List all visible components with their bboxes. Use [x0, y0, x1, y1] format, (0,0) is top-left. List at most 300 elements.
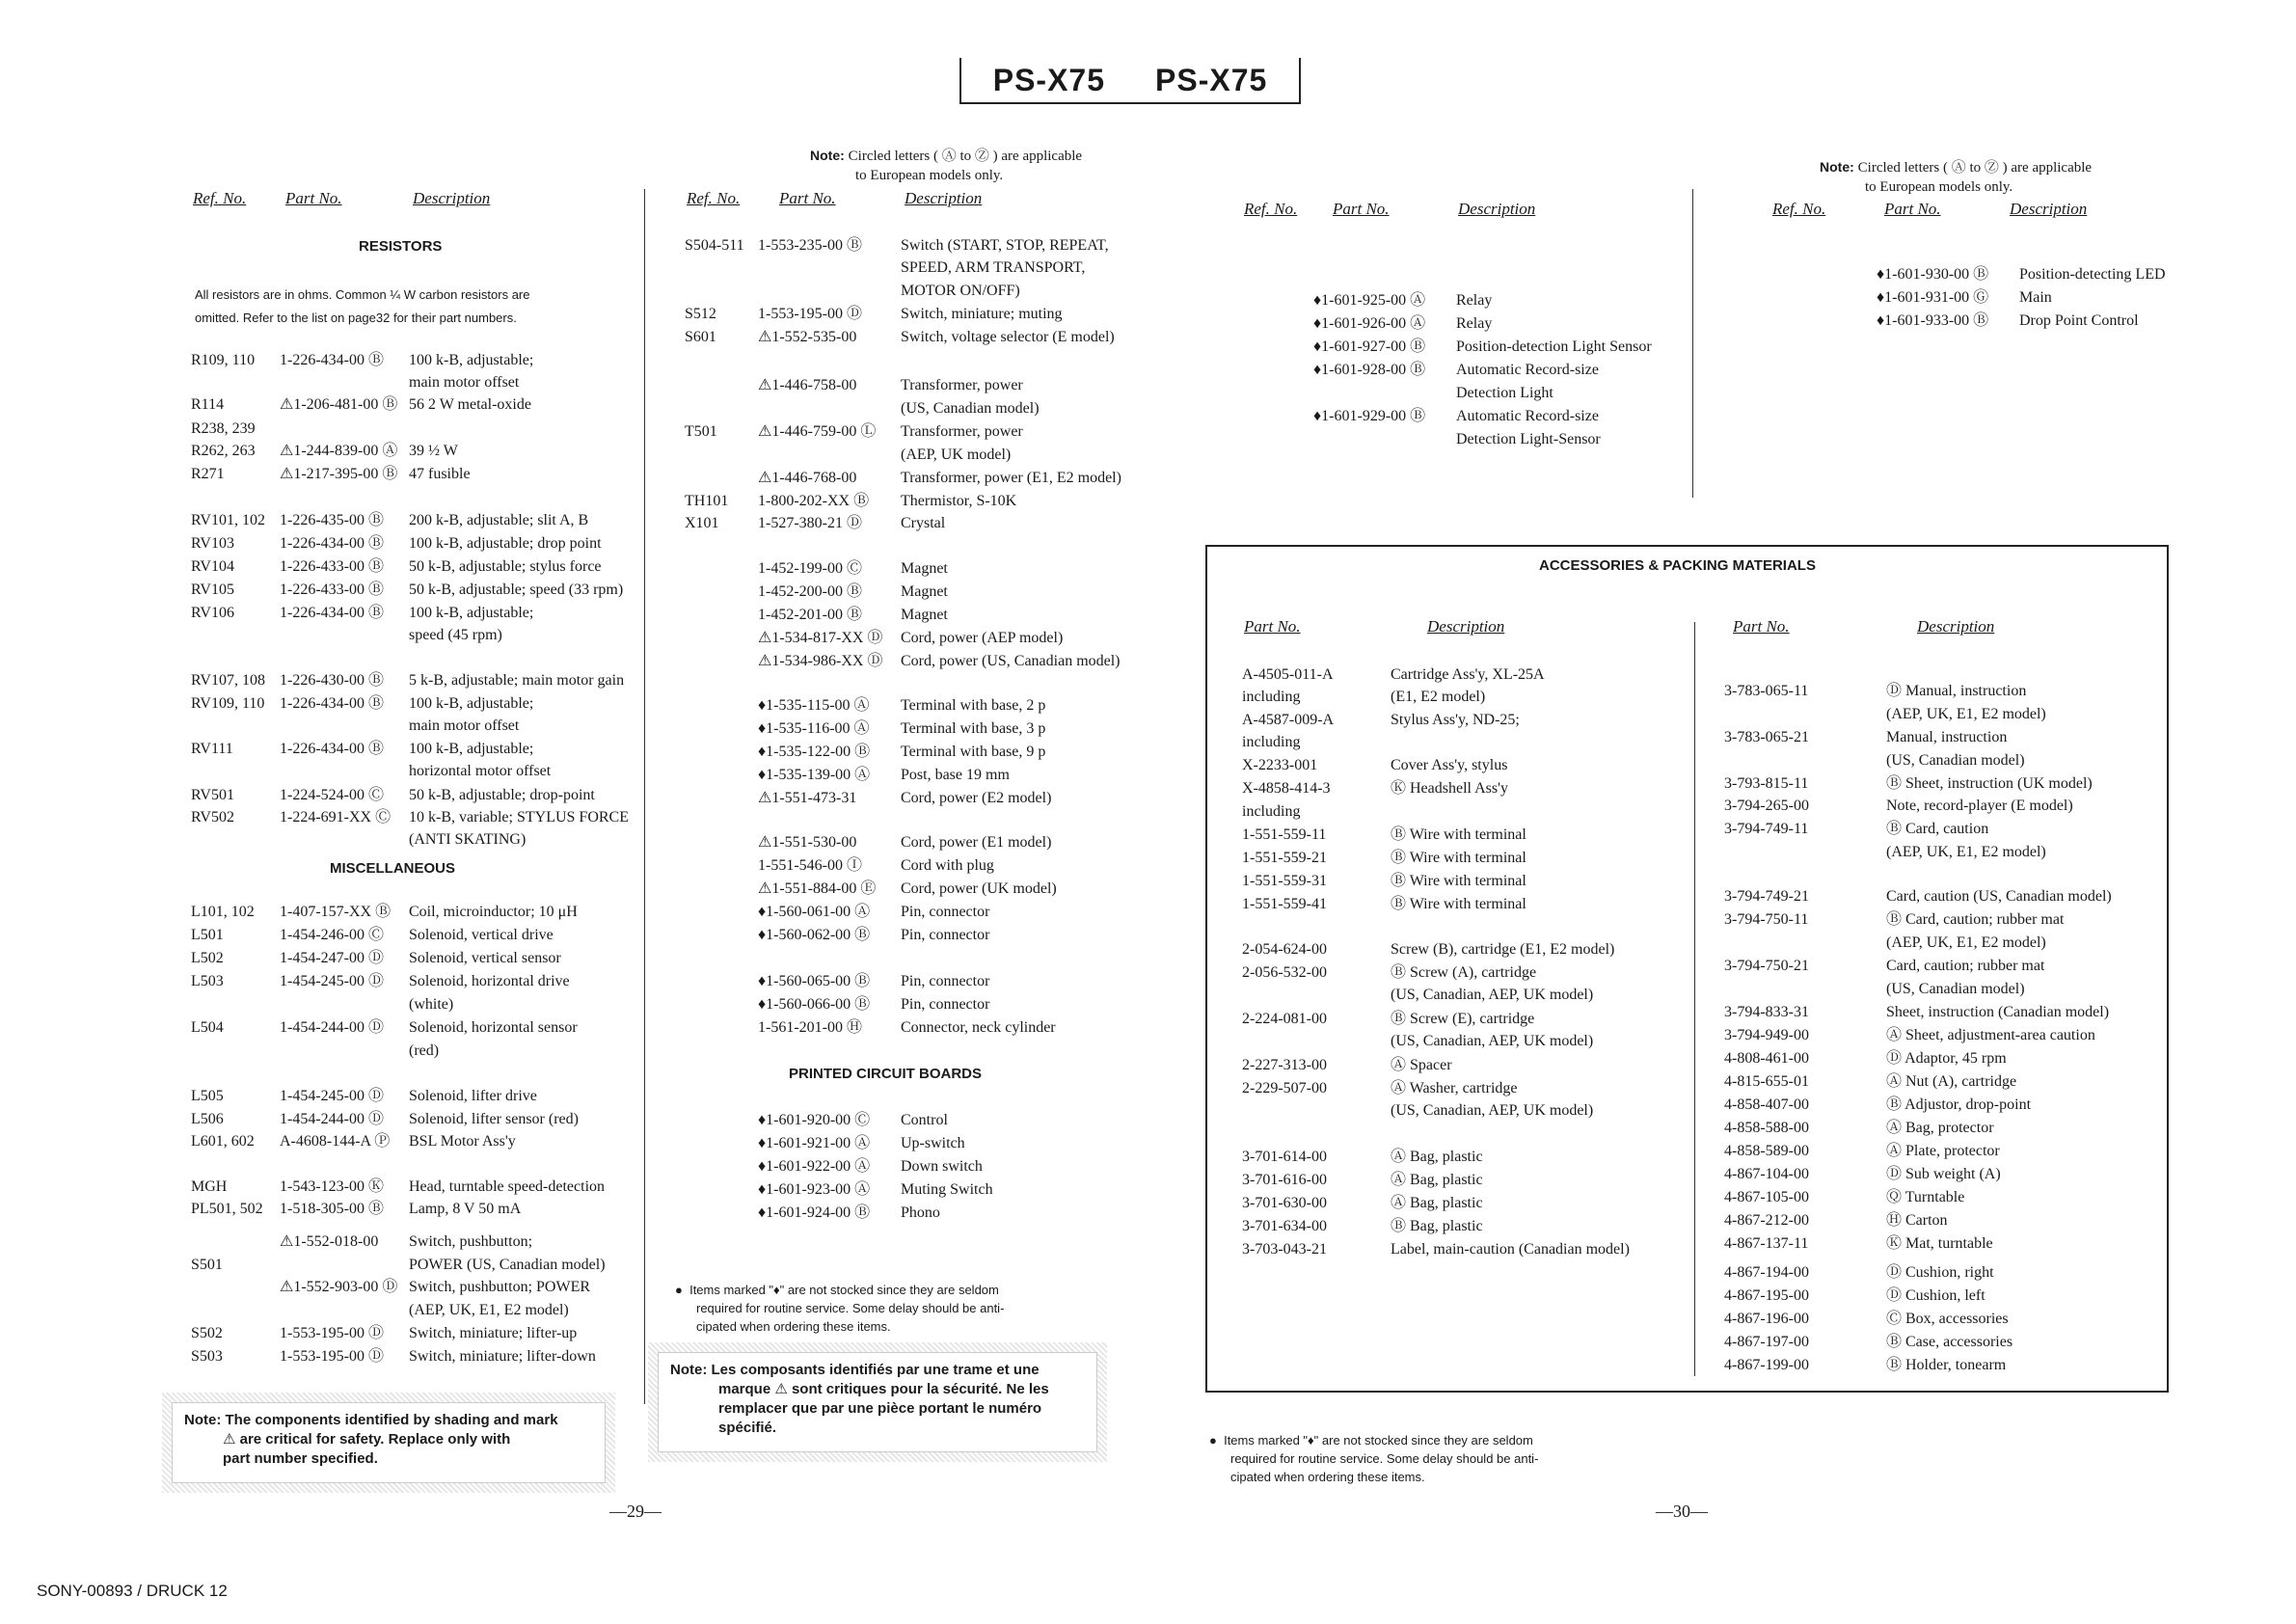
- part-no: ♦1-535-115-00 Ⓐ: [758, 697, 870, 714]
- part-description: (US, Canadian model): [1886, 752, 2025, 769]
- part-no: ⚠1-552-535-00: [758, 329, 857, 345]
- stock-note-line2: required for routine service. Some delay should be anti-: [696, 1301, 1005, 1315]
- part-no: 1-452-201-00 Ⓑ: [758, 607, 862, 623]
- part-no: 1-226-434-00 Ⓑ: [280, 605, 384, 621]
- safety-fr-line1: Note: Les composants identifiés par une trame et une: [670, 1362, 1040, 1378]
- stock-note-line2: required for routine service. Some delay should be anti-: [1230, 1451, 1539, 1466]
- part-description: Switch (START, STOP, REPEAT,: [901, 237, 1109, 254]
- part-no: ♦1-601-920-00 Ⓒ: [758, 1112, 871, 1128]
- ref-no: TH101: [685, 493, 729, 509]
- part-description: 100 k-B, adjustable;: [409, 605, 534, 621]
- part-no: 4-867-197-00: [1724, 1334, 1809, 1350]
- part-description: Pin, connector: [901, 973, 990, 989]
- part-description: (US, Canadian model): [1886, 981, 2025, 997]
- part-description: Ⓑ Sheet, instruction (UK model): [1886, 775, 2093, 792]
- ref-no: L601, 602: [191, 1133, 255, 1150]
- part-no: 2-054-624-00: [1242, 941, 1327, 958]
- part-description: Ⓑ Case, accessories: [1886, 1334, 2013, 1350]
- part-no: 3-794-949-00: [1724, 1027, 1809, 1043]
- part-description: (AEP, UK, E1, E2 model): [409, 1302, 569, 1318]
- part-description: Down switch: [901, 1158, 983, 1175]
- part-description: Cord, power (E2 model): [901, 790, 1052, 806]
- part-no: ♦1-535-116-00 Ⓐ: [758, 720, 870, 737]
- model-title: [959, 58, 1301, 104]
- part-description: (AEP, UK model): [901, 447, 1012, 463]
- part-no: 1-224-524-00 Ⓒ: [280, 787, 384, 803]
- part-description: SPEED, ARM TRANSPORT,: [901, 259, 1086, 276]
- part-no: 1-800-202-XX Ⓑ: [758, 493, 870, 509]
- part-no: 1-452-200-00 Ⓑ: [758, 583, 862, 600]
- part-no: ♦1-560-062-00 Ⓑ: [758, 927, 871, 943]
- part-description: BSL Motor Ass'y: [409, 1133, 516, 1150]
- part-no: ♦1-601-929-00 Ⓑ: [1313, 408, 1426, 424]
- part-no: 1-551-559-11: [1242, 826, 1327, 843]
- part-no: 3-701-634-00: [1242, 1218, 1327, 1234]
- part-description: Ⓓ Cushion, right: [1886, 1264, 1994, 1281]
- part-description: Ⓑ Wire with terminal: [1391, 873, 1526, 889]
- part-no: 3-794-750-11: [1724, 911, 1809, 928]
- part-no: ♦1-601-931-00 Ⓖ: [1877, 289, 1989, 306]
- part-no: 1-551-559-41: [1242, 896, 1327, 912]
- accessories-title: ACCESSORIES & PACKING MATERIALS: [1539, 557, 1816, 574]
- safety-note-english-body: [172, 1402, 606, 1483]
- part-description: 10 k-B, variable; STYLUS FORCE: [409, 809, 629, 826]
- part-no: X-4858-414-3: [1242, 780, 1331, 797]
- part-no: ⚠1-446-759-00 Ⓛ: [758, 423, 877, 440]
- part-no: 3-794-749-11: [1724, 821, 1809, 837]
- part-no: ⚠1-552-903-00 Ⓓ: [280, 1279, 398, 1295]
- part-no: 1-551-559-21: [1242, 850, 1327, 866]
- part-no: 4-808-461-00: [1724, 1050, 1809, 1067]
- part-description: (US, Canadian, AEP, UK model): [1391, 1033, 1594, 1049]
- part-description: Ⓐ Bag, plastic: [1391, 1149, 1483, 1165]
- part-no: 3-794-833-31: [1724, 1004, 1809, 1020]
- part-no: 4-858-407-00: [1724, 1096, 1809, 1113]
- col1-part-header: Part No.: [285, 189, 342, 207]
- part-description: Cartridge Ass'y, XL-25A: [1391, 666, 1545, 683]
- part-no: 4-867-104-00: [1724, 1166, 1809, 1182]
- stock-note-line1: ● Items marked "♦" are not stocked since they are seldom: [1209, 1433, 1533, 1448]
- part-description: Card, caution; rubber mat: [1886, 958, 2045, 974]
- part-no: 3-794-749-21: [1724, 888, 1809, 905]
- part-description: 100 k-B, adjustable; drop point: [409, 535, 602, 552]
- part-no: ⚠1-551-530-00: [758, 834, 857, 851]
- safety-en-line1: Note: The components identified by shading and mark: [184, 1412, 558, 1428]
- acc-right-desc-header: Description: [1917, 617, 1995, 636]
- part-no: 1-226-435-00 Ⓑ: [280, 512, 384, 528]
- stock-note-text1: Items marked "♦" are not stocked since they are seldom: [689, 1283, 999, 1297]
- part-description: Ⓑ Holder, tonearm: [1886, 1357, 2007, 1373]
- ref-no: S601: [685, 329, 716, 345]
- part-no: ⚠1-551-884-00 Ⓔ: [758, 880, 877, 897]
- part-no: 1-224-691-XX Ⓒ: [280, 809, 392, 826]
- part-description: speed (45 rpm): [409, 627, 502, 643]
- part-no: 1-553-195-00 Ⓓ: [280, 1348, 384, 1365]
- part-no: 3-701-630-00: [1242, 1195, 1327, 1211]
- part-no: ⚠1-551-473-31: [758, 790, 857, 806]
- col4-ref-header: Ref. No.: [1772, 200, 1826, 218]
- part-no: 3-794-265-00: [1724, 798, 1809, 814]
- part-description: Ⓐ Sheet, adjustment-area caution: [1886, 1027, 2095, 1043]
- part-no: ♦1-535-122-00 Ⓑ: [758, 744, 871, 760]
- part-no: 4-858-589-00: [1724, 1143, 1809, 1159]
- col3-part-header: Part No.: [1333, 200, 1390, 218]
- col2-desc-header: Description: [905, 189, 983, 207]
- part-description: 39 ½ W: [409, 443, 458, 459]
- ref-no: RV109, 110: [191, 695, 265, 712]
- col3-ref-header: Ref. No.: [1244, 200, 1298, 218]
- stock-note-left: [675, 1281, 1004, 1336]
- part-description: Automatic Record-size: [1456, 408, 1599, 424]
- part-description: Switch, miniature; lifter-down: [409, 1348, 596, 1365]
- col2-ref-header: Ref. No.: [687, 189, 741, 207]
- part-description: Transformer, power (E1, E2 model): [901, 470, 1121, 486]
- part-description: Ⓑ Screw (E), cartridge: [1391, 1011, 1535, 1027]
- ref-no: RV105: [191, 582, 234, 598]
- part-description: Phono: [901, 1204, 940, 1221]
- col1-desc-header: Description: [413, 189, 491, 207]
- euro-note-line1: Circled letters ( Ⓐ to Ⓩ ) are applicable: [1857, 160, 2093, 176]
- col1-ref-header: Ref. No.: [193, 189, 247, 207]
- part-no: ♦1-535-139-00 Ⓐ: [758, 767, 871, 783]
- part-no: 1-553-195-00 Ⓓ: [280, 1325, 384, 1341]
- part-description: Detection Light: [1456, 385, 1553, 401]
- part-description: Switch, pushbutton;: [409, 1233, 533, 1250]
- ref-no: R262, 263: [191, 443, 256, 459]
- ref-no: S502: [191, 1325, 223, 1341]
- part-no: 1-226-434-00 Ⓑ: [280, 352, 384, 368]
- part-description: Switch, voltage selector (E model): [901, 329, 1115, 345]
- ref-no: R114: [191, 396, 225, 413]
- part-no: 2-056-532-00: [1242, 964, 1327, 981]
- part-no: ⚠1-206-481-00 Ⓑ: [280, 396, 398, 413]
- part-no: 3-794-750-21: [1724, 958, 1809, 974]
- ref-no: RV502: [191, 809, 234, 826]
- part-no: 1-543-123-00 Ⓚ: [280, 1178, 384, 1195]
- part-no: ♦1-601-925-00 Ⓐ: [1313, 292, 1426, 309]
- euro-note-line2: to European models only.: [1865, 179, 2013, 195]
- part-no: 3-701-616-00: [1242, 1172, 1327, 1188]
- model-title-right: PS-X75: [1155, 62, 1268, 97]
- resistor-intro-line2: omitted. Refer to the list on page32 for their part numbers.: [195, 311, 517, 325]
- ref-no: RV106: [191, 605, 234, 621]
- part-no: ♦1-601-930-00 Ⓑ: [1877, 266, 1989, 283]
- page-number-left: —29—: [609, 1502, 662, 1521]
- part-no: ⚠1-217-395-00 Ⓑ: [280, 466, 398, 482]
- part-description: horizontal motor offset: [409, 763, 552, 779]
- part-no: ♦1-560-066-00 Ⓑ: [758, 996, 871, 1013]
- part-description: Head, turntable speed-detection: [409, 1178, 606, 1195]
- part-no: ♦1-560-061-00 Ⓐ: [758, 904, 871, 920]
- part-no: ♦1-601-928-00 Ⓑ: [1313, 362, 1426, 378]
- part-no: including: [1242, 689, 1301, 705]
- part-description: Solenoid, vertical drive: [409, 927, 554, 943]
- part-no: 2-229-507-00: [1242, 1080, 1327, 1096]
- part-no: 1-452-199-00 Ⓒ: [758, 560, 862, 577]
- part-description: Solenoid, horizontal drive: [409, 973, 570, 989]
- stock-note-text1: Items marked "♦" are not stocked since they are seldom: [1224, 1433, 1533, 1448]
- part-description: Pin, connector: [901, 904, 990, 920]
- euro-note-left: [810, 147, 1082, 185]
- stock-note-line3: cipated when ordering these items.: [1230, 1470, 1425, 1484]
- stock-note-right: [1209, 1431, 1538, 1486]
- acc-left-desc-header: Description: [1427, 617, 1505, 636]
- part-no: ⚠1-446-758-00: [758, 377, 857, 393]
- part-description: Ⓑ Wire with terminal: [1391, 850, 1526, 866]
- part-description: Pin, connector: [901, 927, 990, 943]
- part-description: (E1, E2 model): [1391, 689, 1486, 705]
- part-description: Ⓑ Wire with terminal: [1391, 896, 1526, 912]
- ref-no: RV104: [191, 558, 234, 575]
- part-description: Pin, connector: [901, 996, 990, 1013]
- ref-no: MGH: [191, 1178, 228, 1195]
- part-description: Ⓐ Plate, protector: [1886, 1143, 2000, 1159]
- part-description: Ⓑ Screw (A), cartridge: [1391, 964, 1537, 981]
- part-no: ♦1-601-924-00 Ⓑ: [758, 1204, 871, 1221]
- ref-no: RV107, 108: [191, 672, 265, 689]
- part-no: 1-226-434-00 Ⓑ: [280, 535, 384, 552]
- part-no: 1-518-305-00 Ⓑ: [280, 1201, 384, 1217]
- safety-fr-line2: marque ⚠ sont critiques pour la sécurité. Ne les: [718, 1381, 1049, 1397]
- part-no: 1-454-246-00 Ⓒ: [280, 927, 384, 943]
- stock-note-line1: ● Items marked "♦" are not stocked since they are seldom: [675, 1283, 999, 1297]
- part-description: Magnet: [901, 607, 948, 623]
- part-no: ♦1-560-065-00 Ⓑ: [758, 973, 871, 989]
- part-description: Relay: [1456, 315, 1493, 332]
- part-description: POWER (US, Canadian model): [409, 1257, 606, 1273]
- part-description: MOTOR ON/OFF): [901, 283, 1020, 299]
- safety-note-french-body: [658, 1352, 1097, 1452]
- part-description: Ⓒ Box, accessories: [1886, 1311, 2009, 1327]
- ref-no: R238, 239: [191, 420, 256, 437]
- part-description: (red): [409, 1042, 440, 1059]
- ref-no: L503: [191, 973, 224, 989]
- ref-no: S504-511: [685, 237, 744, 254]
- part-description: Ⓐ Spacer: [1391, 1057, 1452, 1073]
- part-no: 4-867-195-00: [1724, 1287, 1809, 1304]
- safety-fr-line3: remplacer que par une pièce portant le numéro: [718, 1400, 1042, 1417]
- part-description: 100 k-B, adjustable;: [409, 695, 534, 712]
- model-title-left: PS-X75: [992, 62, 1105, 97]
- part-description: Ⓚ Headshell Ass'y: [1391, 780, 1508, 797]
- part-description: Ⓑ Bag, plastic: [1391, 1218, 1483, 1234]
- euro-note-right: [1820, 158, 2092, 197]
- part-description: (white): [409, 996, 454, 1013]
- part-description: Transformer, power: [901, 377, 1023, 393]
- part-no: ♦1-601-933-00 Ⓑ: [1877, 312, 1989, 329]
- part-no: 1-551-546-00 Ⓘ: [758, 857, 862, 874]
- part-description: Switch, pushbutton; POWER: [409, 1279, 591, 1295]
- part-description: Solenoid, vertical sensor: [409, 950, 561, 966]
- part-description: Main: [2019, 289, 2052, 306]
- part-description: Card, caution (US, Canadian model): [1886, 888, 2112, 905]
- section-resistors: RESISTORS: [359, 238, 443, 255]
- part-no: ♦1-601-923-00 Ⓐ: [758, 1181, 871, 1198]
- part-no: 3-783-065-11: [1724, 683, 1809, 699]
- ref-no: RV501: [191, 787, 234, 803]
- part-description: Ⓗ Carton: [1886, 1212, 1948, 1229]
- part-description: Ⓐ Bag, plastic: [1391, 1195, 1483, 1211]
- col4-part-header: Part No.: [1884, 200, 1941, 218]
- part-description: Stylus Ass'y, ND-25;: [1391, 712, 1520, 728]
- part-description: Thermistor, S-10K: [901, 493, 1017, 509]
- part-description: Coil, microinductor; 10 μH: [409, 904, 578, 920]
- divider-2: [1692, 189, 1693, 498]
- part-no: ⚠1-534-817-XX Ⓓ: [758, 630, 883, 646]
- part-description: Ⓐ Washer, cartridge: [1391, 1080, 1518, 1096]
- acc-divider: [1694, 622, 1695, 1376]
- part-no: 1-454-247-00 Ⓓ: [280, 950, 384, 966]
- part-description: Connector, neck cylinder: [901, 1019, 1056, 1036]
- part-no: ⚠1-446-768-00: [758, 470, 857, 486]
- part-no: A-4505-011-A: [1242, 666, 1334, 683]
- part-description: Detection Light-Sensor: [1456, 431, 1601, 447]
- part-description: Ⓐ Bag, plastic: [1391, 1172, 1483, 1188]
- part-no: 1-553-195-00 Ⓓ: [758, 306, 862, 322]
- part-no: 1-226-433-00 Ⓑ: [280, 558, 384, 575]
- part-description: Ⓓ Cushion, left: [1886, 1287, 1985, 1304]
- part-description: Solenoid, lifter drive: [409, 1088, 537, 1104]
- acc-right-part-header: Part No.: [1733, 617, 1790, 636]
- part-no: 2-224-081-00: [1242, 1011, 1327, 1027]
- part-description: (US, Canadian, AEP, UK model): [1391, 1102, 1594, 1119]
- ref-no: PL501, 502: [191, 1201, 263, 1217]
- safety-note-english: [162, 1393, 615, 1493]
- ref-no: L506: [191, 1111, 224, 1127]
- part-no: 1-226-430-00 Ⓑ: [280, 672, 384, 689]
- part-description: Cord, power (US, Canadian model): [901, 653, 1121, 669]
- part-no: 1-551-559-31: [1242, 873, 1327, 889]
- ref-no: L502: [191, 950, 224, 966]
- part-description: Position-detecting LED: [2019, 266, 2166, 283]
- part-description: Control: [901, 1112, 948, 1128]
- euro-note-label: Note:: [1820, 159, 1854, 175]
- resistor-intro-line1: All resistors are in ohms. Common ¼ W carbon resistors are: [195, 287, 530, 302]
- part-no: ⚠1-552-018-00: [280, 1233, 379, 1250]
- part-description: 200 k-B, adjustable; slit A, B: [409, 512, 589, 528]
- document-footer: SONY-00893 / DRUCK 12: [37, 1582, 228, 1600]
- part-description: Ⓓ Adaptor, 45 rpm: [1886, 1050, 2007, 1067]
- part-description: Ⓑ Card, caution: [1886, 821, 1989, 837]
- section-pcb: PRINTED CIRCUIT BOARDS: [789, 1066, 983, 1082]
- part-no: 3-701-614-00: [1242, 1149, 1327, 1165]
- part-description: Note, record-player (E model): [1886, 798, 2073, 814]
- part-description: 50 k-B, adjustable; stylus force: [409, 558, 602, 575]
- part-description: 100 k-B, adjustable;: [409, 741, 534, 757]
- part-description: 100 k-B, adjustable;: [409, 352, 534, 368]
- part-no: 4-858-588-00: [1724, 1120, 1809, 1136]
- part-no: 4-867-137-11: [1724, 1235, 1809, 1252]
- euro-note-label: Note:: [810, 148, 845, 163]
- euro-note-line1: Circled letters ( Ⓐ to Ⓩ ) are applicable: [848, 149, 1083, 164]
- part-description: Ⓐ Bag, protector: [1886, 1120, 1994, 1136]
- part-no: 1-407-157-XX Ⓑ: [280, 904, 392, 920]
- part-no: 3-783-065-21: [1724, 729, 1809, 745]
- part-description: Automatic Record-size: [1456, 362, 1599, 378]
- part-description: (US, Canadian model): [901, 400, 1040, 417]
- part-description: Crystal: [901, 515, 946, 531]
- part-description: Manual, instruction: [1886, 729, 2008, 745]
- safety-en-line3: part number specified.: [223, 1450, 378, 1467]
- part-description: Cord, power (E1 model): [901, 834, 1052, 851]
- part-no: 2-227-313-00: [1242, 1057, 1327, 1073]
- safety-fr-line4: spécifié.: [718, 1420, 777, 1436]
- part-no: ⚠1-244-839-00 Ⓐ: [280, 443, 398, 459]
- part-description: Ⓠ Turntable: [1886, 1189, 1965, 1205]
- part-no: including: [1242, 734, 1301, 750]
- part-description: Ⓐ Nut (A), cartridge: [1886, 1073, 2017, 1090]
- part-no: 3-793-815-11: [1724, 775, 1809, 792]
- part-description: Terminal with base, 3 p: [901, 720, 1046, 737]
- part-description: Solenoid, horizontal sensor: [409, 1019, 578, 1036]
- ref-no: L504: [191, 1019, 224, 1036]
- part-no: 1-454-245-00 Ⓓ: [280, 1088, 384, 1104]
- part-description: Relay: [1456, 292, 1493, 309]
- part-description: Cord with plug: [901, 857, 994, 874]
- part-no: 1-226-434-00 Ⓑ: [280, 695, 384, 712]
- part-no: 4-867-196-00: [1724, 1311, 1809, 1327]
- part-description: Transformer, power: [901, 423, 1023, 440]
- ref-no: S512: [685, 306, 716, 322]
- ref-no: RV101, 102: [191, 512, 265, 528]
- part-description: main motor offset: [409, 374, 520, 391]
- part-description: Position-detection Light Sensor: [1456, 338, 1652, 355]
- part-no: ♦1-601-927-00 Ⓑ: [1313, 338, 1426, 355]
- part-description: 47 fusible: [409, 466, 471, 482]
- part-description: Ⓓ Manual, instruction: [1886, 683, 2027, 699]
- part-no: 1-226-433-00 Ⓑ: [280, 582, 384, 598]
- ref-no: RV111: [191, 741, 233, 757]
- part-no: 4-867-212-00: [1724, 1212, 1809, 1229]
- ref-no: L501: [191, 927, 224, 943]
- ref-no: T501: [685, 423, 717, 440]
- ref-no: S501: [191, 1257, 223, 1273]
- part-no: ⚠1-534-986-XX Ⓓ: [758, 653, 883, 669]
- col4-desc-header: Description: [2010, 200, 2088, 218]
- stock-note-line3: cipated when ordering these items.: [696, 1319, 891, 1334]
- ref-no: X101: [685, 515, 719, 531]
- part-no: A-4587-009-A: [1242, 712, 1335, 728]
- part-description: Ⓑ Card, caution; rubber mat: [1886, 911, 2065, 928]
- part-no: X-2233-001: [1242, 757, 1318, 773]
- part-no: 4-867-199-00: [1724, 1357, 1809, 1373]
- acc-left-part-header: Part No.: [1244, 617, 1301, 636]
- part-description: 56 2 W metal-oxide: [409, 396, 531, 413]
- part-no: 1-527-380-21 Ⓓ: [758, 515, 862, 531]
- part-no: ♦1-601-922-00 Ⓐ: [758, 1158, 871, 1175]
- part-description: Post, base 19 mm: [901, 767, 1010, 783]
- part-description: Terminal with base, 2 p: [901, 697, 1046, 714]
- part-description: Terminal with base, 9 p: [901, 744, 1046, 760]
- part-no: 4-867-105-00: [1724, 1189, 1809, 1205]
- page-number-right: —30—: [1656, 1502, 1708, 1521]
- part-description: Ⓑ Adjustor, drop-point: [1886, 1096, 2032, 1113]
- part-no: ♦1-601-926-00 Ⓐ: [1313, 315, 1426, 332]
- part-description: Drop Point Control: [2019, 312, 2139, 329]
- part-no: A-4608-144-A Ⓟ: [280, 1133, 391, 1150]
- part-description: Ⓑ Wire with terminal: [1391, 826, 1526, 843]
- part-description: (US, Canadian, AEP, UK model): [1391, 987, 1594, 1003]
- part-description: Label, main-caution (Canadian model): [1391, 1241, 1630, 1258]
- divider-1: [644, 189, 645, 1404]
- part-no: 3-703-043-21: [1242, 1241, 1327, 1258]
- part-no: 1-454-245-00 Ⓓ: [280, 973, 384, 989]
- part-description: 50 k-B, adjustable; drop-point: [409, 787, 595, 803]
- euro-note-line2: to European models only.: [855, 168, 1004, 183]
- part-description: Ⓓ Sub weight (A): [1886, 1166, 2001, 1182]
- safety-en-line2: ⚠ are critical for safety. Replace only with: [223, 1431, 511, 1448]
- col2-part-header: Part No.: [779, 189, 836, 207]
